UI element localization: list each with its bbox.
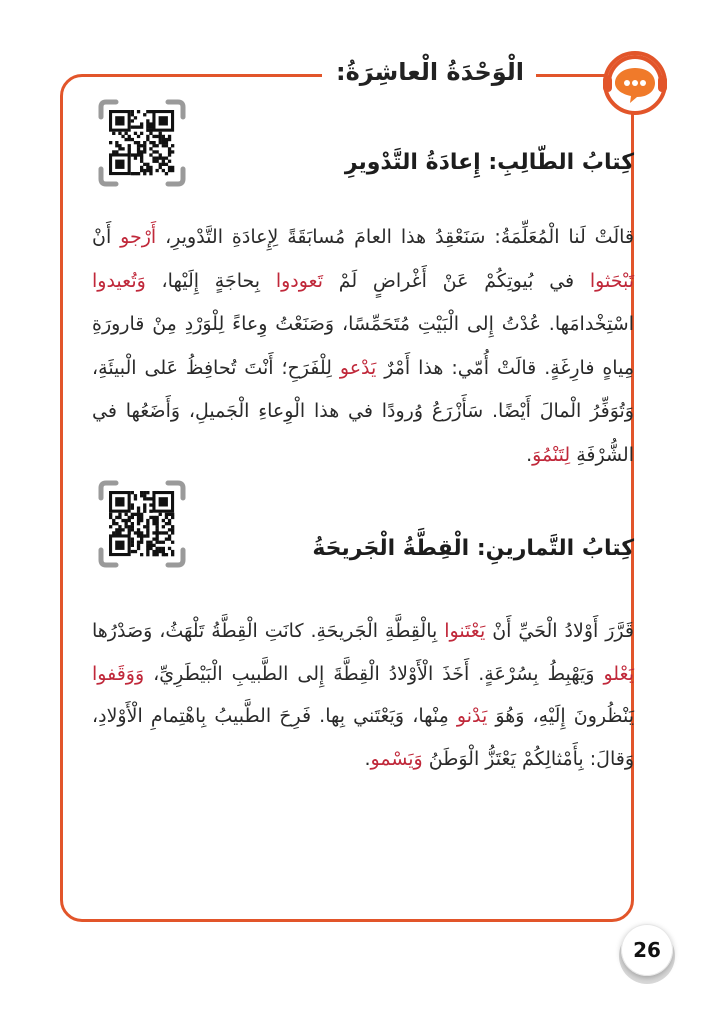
chat-bubble-icon — [598, 46, 672, 120]
section-title-exercise-book: كِتابُ التَّمارينِ: الْقِطَّةُ الْجَريحَةُ — [312, 536, 634, 561]
text-run: اسْتِخْدامَها. عُدْتُ إِلى الْبَيْتِ مُتَحَمِّسًا، وَصَنَعْتُ وِعاءً لِلْوَرْدِ مِنْ قارورَةِ مِياهٍ فارِغَةٍ. قالَتْ أُمّي: هذا أَمْرٌ — [92, 313, 634, 379]
text-run: قالَتْ لَنا الْمُعَلِّمَةُ: سَنَعْقِدُ هذا العامَ مُسابَقَةً لِإِعادَةِ التَّدْويرِ، — [156, 226, 634, 248]
highlighted-word: وَتُعيدوا — [92, 269, 146, 292]
highlighted-word: تَبْحَثوا — [589, 269, 634, 292]
highlighted-word: يَدْعو — [339, 356, 377, 379]
text-run: مِنْها، وَيَعْتَني بِها. فَرِحَ الطَّبيبُ بِاهْتِمامِ الْأَوْلادِ، وَقالَ: بِأَمْثالِكُمْ يَعْتَزُّ الْوَطَنُ — [92, 705, 634, 770]
text-run: في بُيوتِكُمْ عَنْ أَغْراضٍ لَمْ — [323, 269, 590, 292]
text-run: يَنْظُرونَ إِلَيْهِ، وَهُوَ — [487, 705, 634, 727]
qr-code-icon[interactable] — [98, 99, 186, 187]
highlighted-word: يَعْتَنوا — [444, 620, 486, 642]
qr-code-icon[interactable] — [98, 480, 186, 568]
highlighted-word: لِتَنْمُوَ — [532, 443, 571, 466]
qr-code-graphic — [98, 99, 186, 187]
text-run: . — [364, 747, 371, 770]
section-title-student-book: كِتابُ الطّالِبِ: إِعادَةُ التَّدْويرِ — [344, 150, 634, 175]
text-run: بِالْقِطَّةِ الْجَريحَةِ. كانَتِ الْقِطَّةُ تَلْهَثُ، وَصَدْرُها — [92, 620, 445, 642]
text-run: أَنْ — [92, 226, 121, 248]
text-run: . — [526, 443, 533, 466]
paragraph-text — [92, 226, 634, 466]
highlighted-word: أَرْجو — [120, 226, 157, 248]
highlighted-word: يَدْنو — [456, 705, 488, 727]
highlighted-word: يَعْلو — [603, 662, 634, 685]
paragraph-exercise-book — [92, 610, 634, 780]
text-run: لِلْفَرَحِ؛ أَنْتَ تُحافِظُ عَلى الْبيئَةِ، وَتُوَفِّرُ الْمالَ أَيْضًا. سَأَزْرَعُ وُرودًا في هذا الْوِعاءِ الْجَميلِ، وَأَضَعُها في الشُّرْفَةِ — [92, 356, 634, 466]
highlighted-word: تَعودوا — [275, 269, 323, 292]
highlighted-word: وَيَسْمو — [370, 747, 423, 770]
qr-code-graphic — [98, 480, 186, 568]
unit-title: الْوَحْدَةُ الْعاشِرَةُ: — [335, 58, 525, 86]
highlighted-word: وَوَقَفوا — [92, 662, 145, 685]
text-run: وَيَهْبِطُ بِسُرْعَةٍ. أَخَذَ الْأَوْلادُ الْقِطَّةَ إِلى الطَّبيبِ الْبَيْطَرِيِّ، — [144, 662, 604, 685]
page-number: 26 — [621, 924, 673, 976]
text-run: قَرَّرَ أَوْلادُ الْحَيِّ أَنْ — [485, 620, 634, 642]
paragraph-student-book — [92, 216, 634, 477]
paragraph-text — [92, 620, 634, 770]
text-run: بِحاجَةٍ إِلَيْها، — [145, 269, 276, 292]
